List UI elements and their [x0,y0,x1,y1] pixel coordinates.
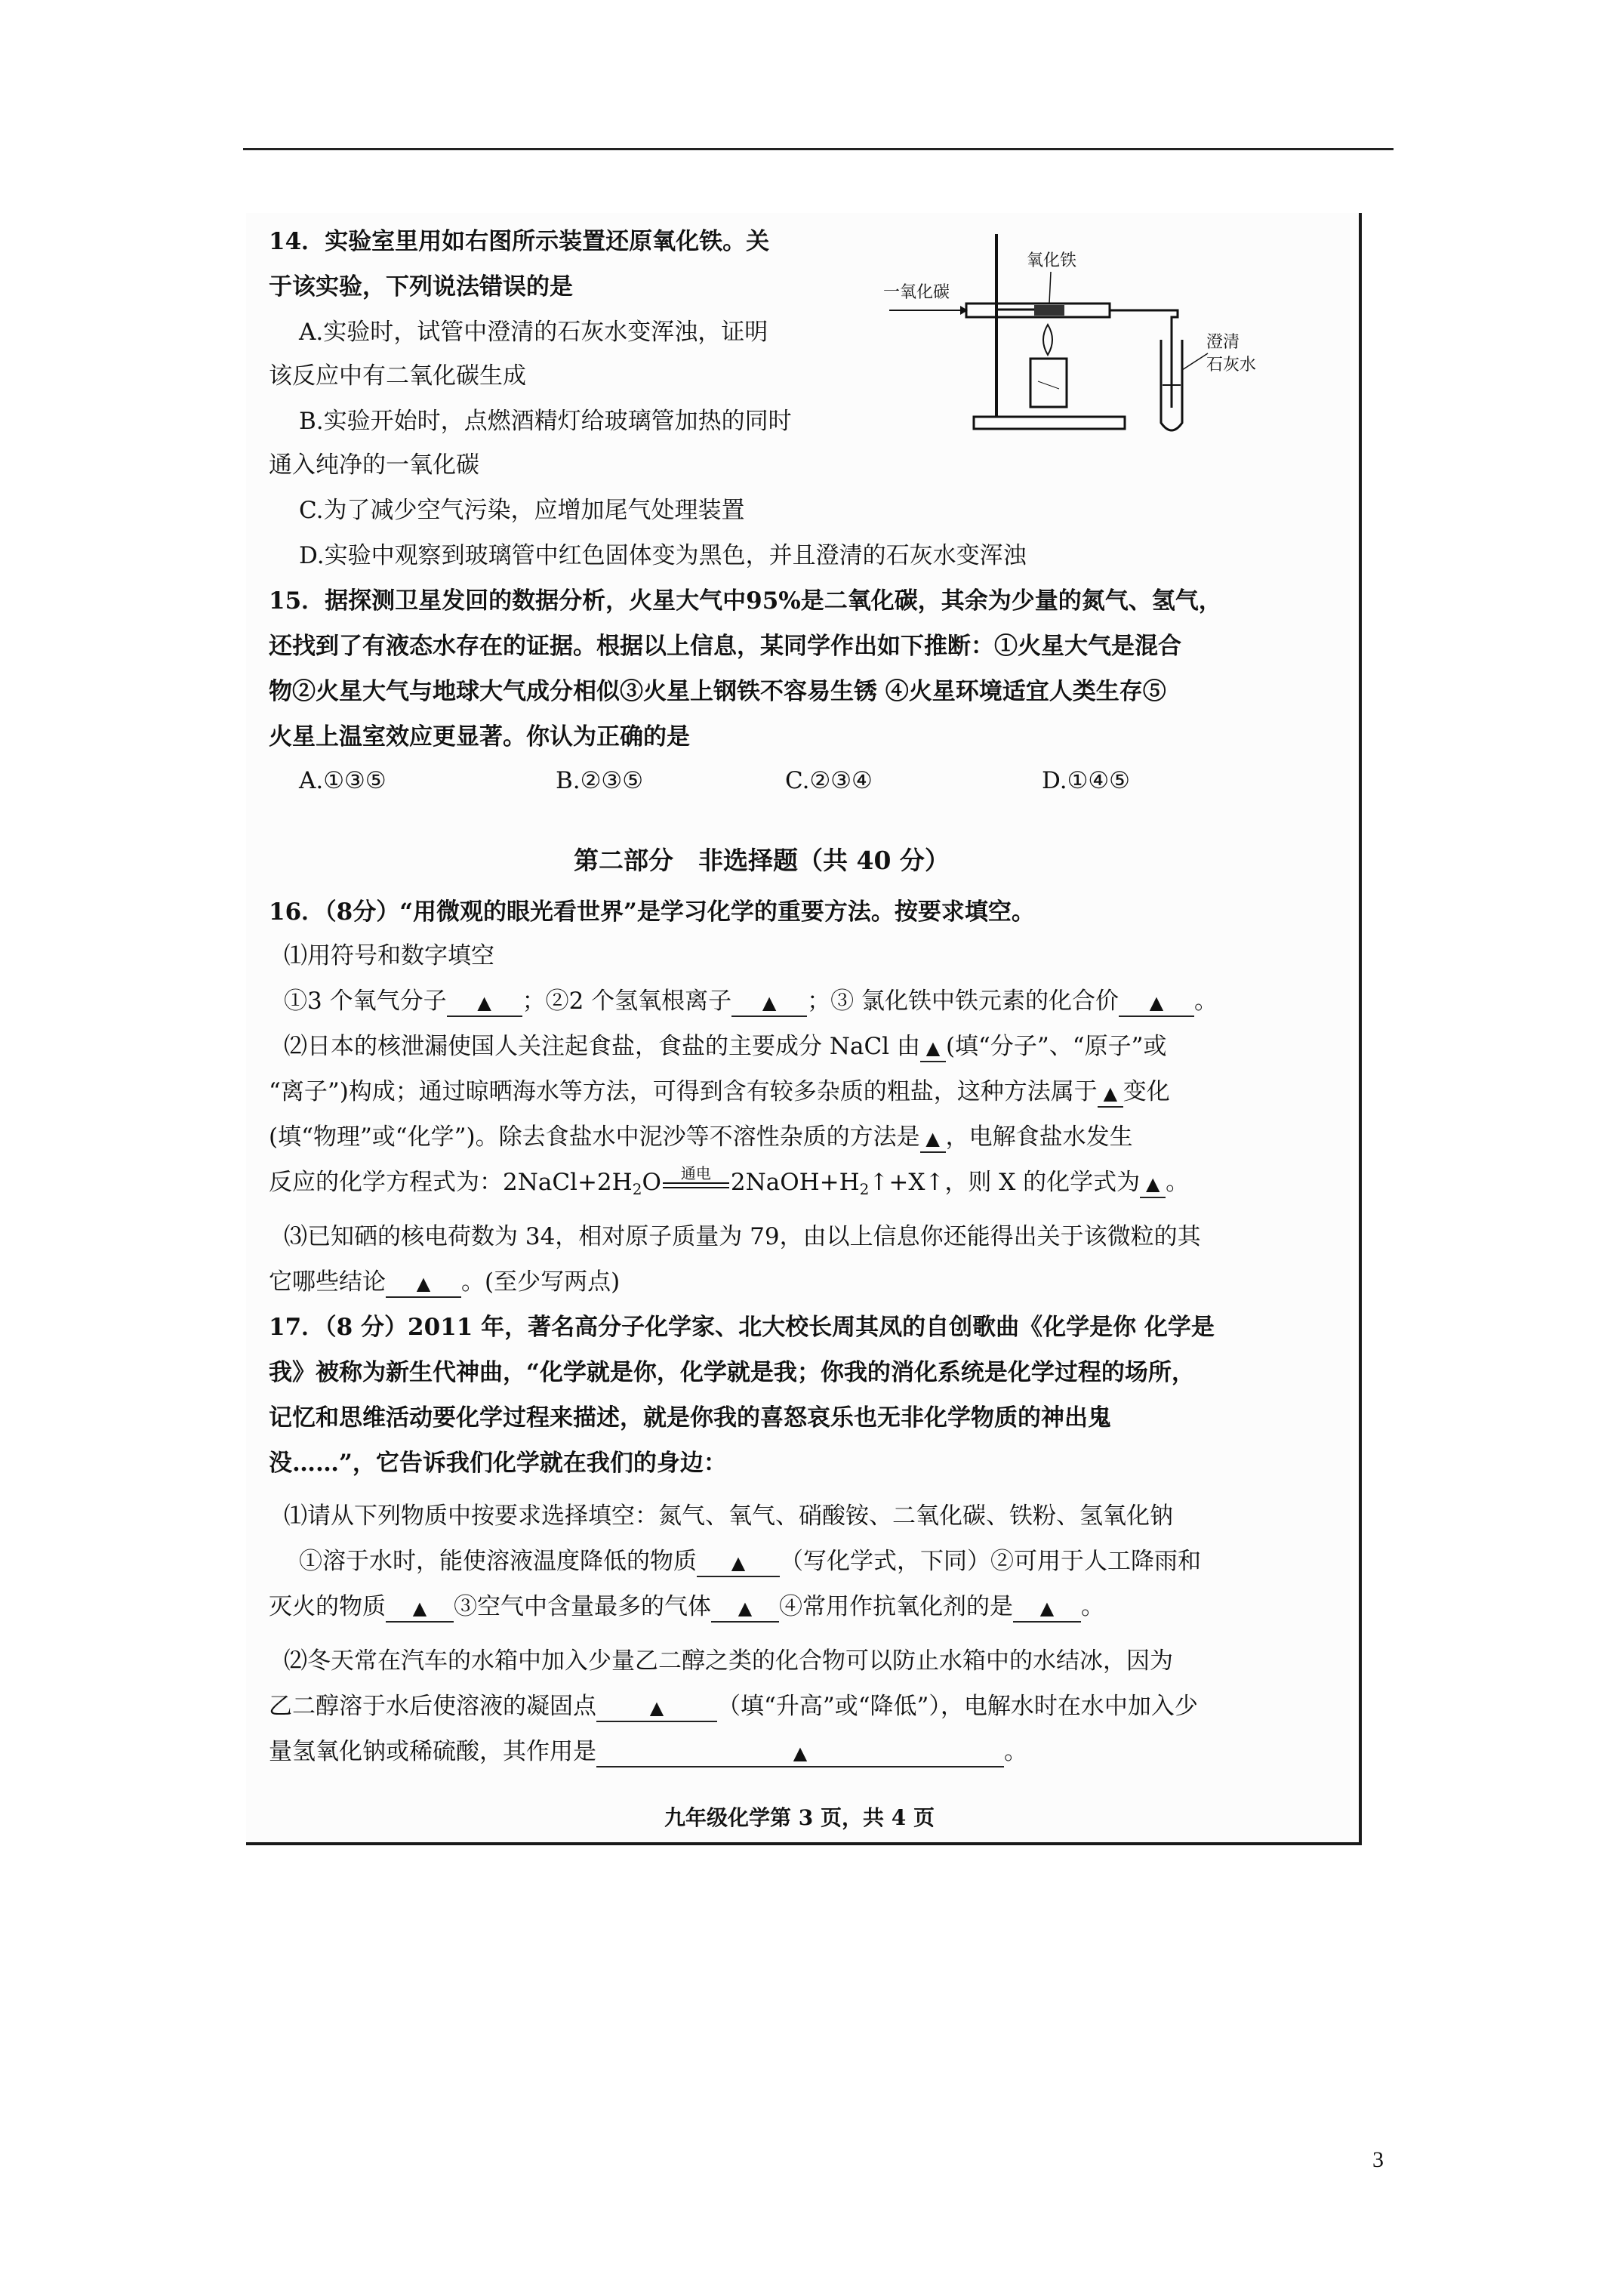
q17-sub2-line3: 量氢氧化钠或稀硫酸，其作用是 ▲ 。 [269,1737,1027,1767]
q15-option-c: C.②③④ [785,767,873,794]
q17-line3: 记忆和思维活动要化学过程来描述，就是你我的喜怒哀乐也无非化学物质的神出鬼 [269,1404,1111,1432]
blank-17-6[interactable]: ▲ [596,1739,1004,1767]
q15-line1: 15．据探测卫星发回的数据分析，火星大气中95%是二氧化碳，其余为少量的氮气、氢气， [269,587,1222,615]
q16-line1: 16．（8分）“用微观的眼光看世界”是学习化学的重要方法。按要求填空。 [269,898,1035,926]
q17-line2: 我》被称为新生代神曲，“化学就是你，化学就是我；你我的消化系统是化学过程的场所， [269,1359,1195,1386]
q16-sub2-line4-equation: 反应的化学方程式为：$2NaCl+2H_2O$ 通电 $2NaOH+H_2↑+X↑$，则 X 的化学式为 ▲ 。 [269,1163,1190,1198]
q17-sub2-line1: ⑵冬天常在汽车的水箱中加入少量乙二醇之类的化合物可以防止水箱中的水结冰，因为 [284,1647,1173,1675]
q16-sub1: ⑴用符号和数字填空 [284,942,494,969]
q17-line4: 没……”，它告诉我们化学就在我们的身边： [269,1450,727,1477]
co-reduction-apparatus-figure [876,219,1298,445]
q15-line2: 还找到了有液态水存在的证据。根据以上信息，某同学作出如下推断：①火星大气是混合 [269,633,1181,660]
q17-sub1-line2: ①溶于水时，能使溶液温度降低的物质 ▲ （写化学式，下同）②可用于人工降雨和 [299,1546,1201,1577]
blank-17-5[interactable]: ▲ [596,1693,717,1722]
q17-line1: 17．（8 分）2011 年，著名高分子化学家、北大校长周其凤的自创歌曲《化学是你 化学是 [269,1314,1215,1341]
q14-option-d: D.实验中观察到玻璃管中红色固体变为黑色，并且澄清的石灰水变浑浊 [299,542,1027,569]
part2-heading: 第二部分 非选择题（共 40 分） [574,846,950,875]
q17-sub1-line3: 灭火的物质 ▲ ③空气中含量最多的气体 ▲ ④常用作抗氧化剂的是 ▲ 。 [269,1592,1104,1623]
q15-line4: 火星上温室效应更显著。你认为正确的是 [269,723,690,750]
blank-17-3[interactable]: ▲ [711,1594,779,1623]
q16-sub2-line2: “离子”)构成；通过晾晒海水等方法，可得到含有较多杂质的粗盐，这种方法属于 ▲ 变化 [269,1077,1170,1108]
q16-sub2-line1: ⑵日本的核泄漏使国人关注起食盐，食盐的主要成分 NaCl 由 ▲ (填“分子”、“原子”或 [284,1031,1166,1062]
q14-option-b-line1: B.实验开始时，点燃酒精灯给玻璃管加热的同时 [299,408,792,435]
blank-16-3[interactable]: ▲ [1119,988,1194,1017]
blank-16-6[interactable]: ▲ [920,1124,946,1153]
blank-16-7[interactable]: ▲ [1140,1170,1166,1198]
blank-16-2[interactable]: ▲ [731,988,807,1017]
q14-option-b-line2: 通入纯净的一氧化碳 [269,451,479,479]
q14-option-a-line1: A.实验时，试管中澄清的石灰水变浑浊，证明 [299,319,768,346]
q15-option-b: B.②③⑤ [556,767,644,794]
blank-17-2[interactable]: ▲ [386,1594,454,1623]
label-co: 一氧化碳 [883,283,950,302]
blank-16-1[interactable]: ▲ [447,988,522,1017]
q14-line2: 于该实验，下列说法错误的是 [269,273,573,300]
label-fe2o3: 氧化铁 [1027,251,1077,270]
q15-line3: 物②火星大气与地球大气成分相似③火星上钢铁不容易生锈 ④火星环境适宜人类生存⑤ [269,678,1166,705]
q16-sub3-line1: ⑶已知硒的核电荷数为 34，相对原子质量为 79，由以上信息你还能得出关于该微粒的其 [284,1223,1201,1250]
q15-option-a: A.①③⑤ [299,767,387,794]
q14-line1: 14．实验室里用如右图所示装置还原氧化铁。关 [269,228,770,255]
blank-16-4[interactable]: ▲ [920,1034,946,1062]
q14-option-a-line2: 该反应中有二氧化碳生成 [269,362,526,390]
q16-sub3-line2: 它哪些结论 ▲ 。(至少写两点) [269,1267,620,1298]
blank-17-4[interactable]: ▲ [1013,1594,1081,1623]
q17-sub1: ⑴请从下列物质中按要求选择填空：氮气、氧气、硝酸铵、二氧化碳、铁粉、氢氧化钠 [284,1502,1173,1530]
q16-sub1-line: ①3 个氧气分子 ▲ ；②2 个氢氧根离子 ▲ ；③ 氯化铁中铁元素的化合价 ▲ 。 [284,986,1218,1017]
q17-sub2-line2: 乙二醇溶于水后使溶液的凝固点 ▲ （填“升高”或“降低”），电解水时在水中加入少 [269,1691,1198,1722]
label-limewater-1: 澄清 [1206,333,1240,352]
label-limewater-2: 石灰水 [1206,356,1257,374]
q15-option-d: D.①④⑤ [1042,767,1130,794]
q16-sub2-line3: (填“物理”或“化学”)。除去食盐水中泥沙等不溶性杂质的方法是 ▲ ，电解食盐水发生 [269,1122,1133,1153]
blank-16-8[interactable]: ▲ [386,1269,461,1298]
page-number: 3 [1372,2147,1384,2172]
q14-option-c: C.为了减少空气污染，应增加尾气处理装置 [299,497,745,524]
header-rule [243,148,1394,150]
page-footer: 九年级化学第 3 页，共 4 页 [664,1805,935,1830]
reaction-condition-equals: 通电 [661,1169,731,1199]
blank-17-1[interactable]: ▲ [697,1549,780,1577]
blank-16-5[interactable]: ▲ [1098,1079,1123,1108]
